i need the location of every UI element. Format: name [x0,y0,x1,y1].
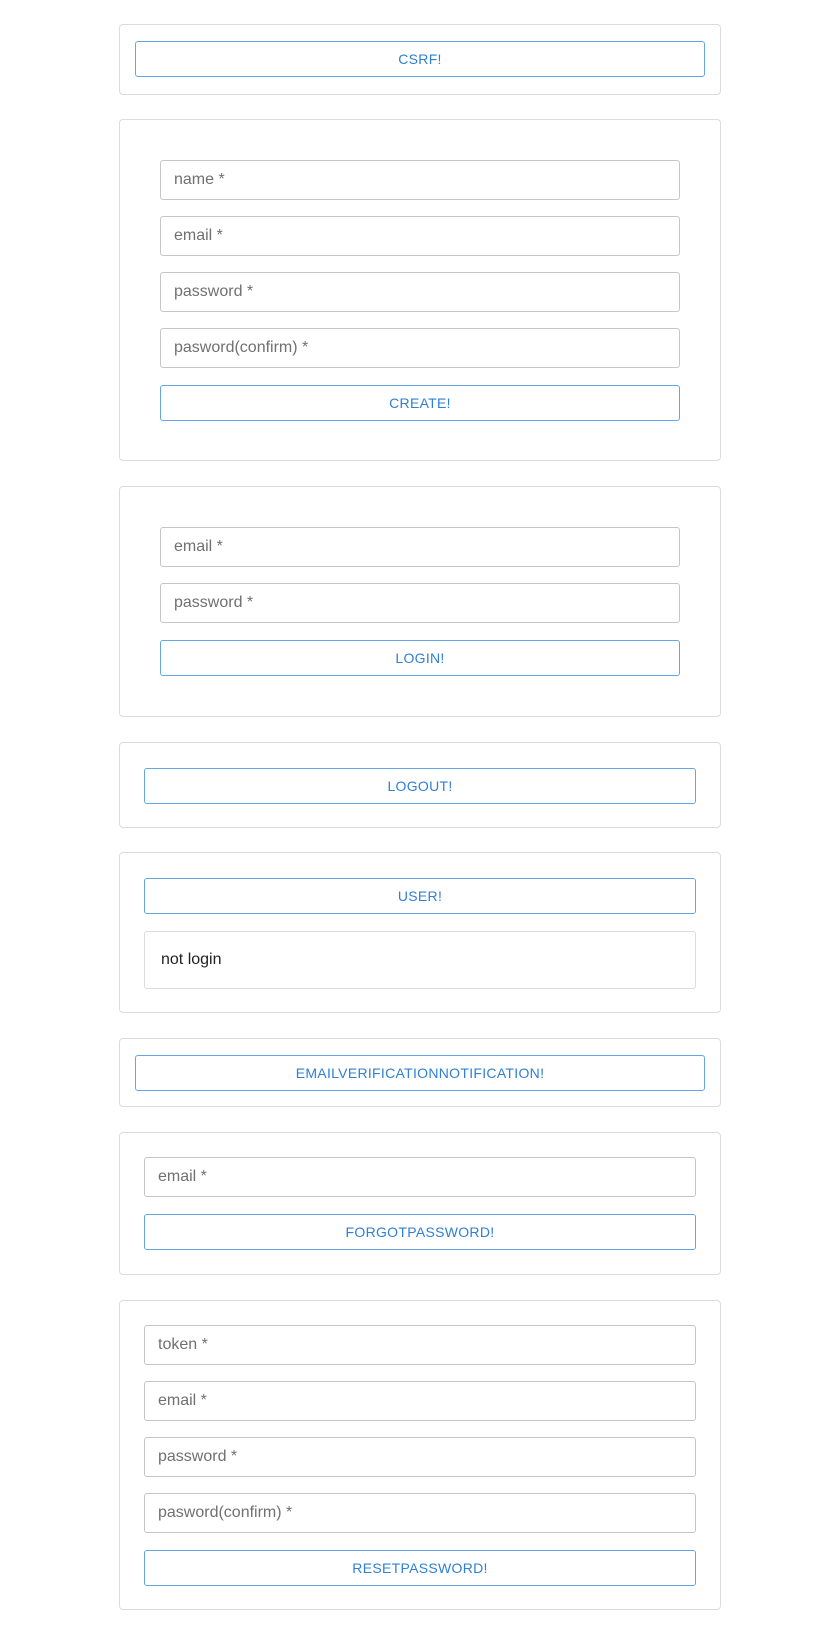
create-button[interactable]: CREATE! [160,385,680,421]
token-field[interactable] [144,1325,696,1365]
logout-card [119,742,721,828]
csrf-card [119,24,721,95]
user-button[interactable]: USER! [144,878,696,914]
name-field[interactable] [160,160,680,200]
reset-password-field[interactable] [144,1437,696,1477]
user-status-text: not login [161,951,222,968]
reset-password-card [119,1300,721,1610]
login-email-field[interactable] [160,527,680,567]
password-field[interactable] [160,272,680,312]
email-field[interactable] [160,216,680,256]
login-button[interactable]: LOGIN! [160,640,680,676]
email-verification-card [119,1038,721,1107]
login-card [119,486,721,717]
forgot-email-field[interactable] [144,1157,696,1197]
user-card [119,852,721,1013]
reset-email-field[interactable] [144,1381,696,1421]
user-status-output [144,931,696,989]
forgot-password-button[interactable]: FORGOTPASSWORD! [144,1214,696,1250]
reset-password-button[interactable]: RESETPASSWORD! [144,1550,696,1586]
reset-password-confirm-field[interactable] [144,1493,696,1533]
logout-button[interactable]: LOGOUT! [144,768,696,804]
login-password-field[interactable] [160,583,680,623]
create-account-card [119,119,721,461]
email-verification-button[interactable]: EMAILVERIFICATIONNOTIFICATION! [135,1055,705,1091]
csrf-button[interactable]: CSRF! [135,41,705,77]
forgot-password-card [119,1132,721,1275]
password-confirm-field[interactable] [160,328,680,368]
